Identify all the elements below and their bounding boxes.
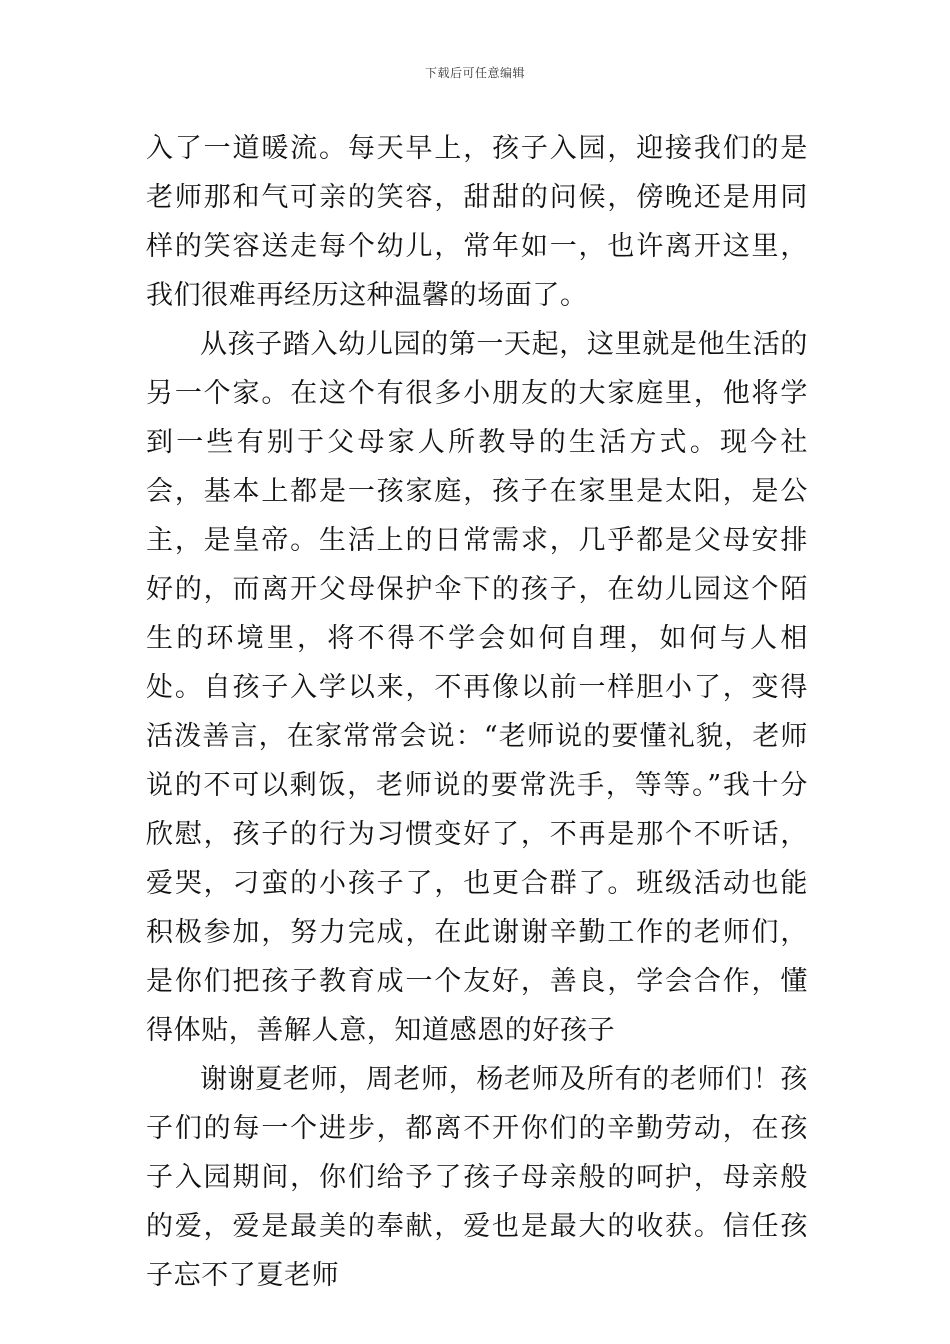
- paragraph-3: 谢谢夏老师，周老师，杨老师及所有的老师们！孩子们的每一个进步，都离不开你们的辛勤劳动，在孩子入园期间，你们给予了孩子母亲般的呵护，母亲般的爱，爱是最美的奉献，爱也是最大的收获。信任孩子忘不了夏老师: [146, 1064, 808, 1291]
- document-body: [146, 124, 808, 1300]
- paragraph-2: 从孩子踏入幼儿园的第一天起，这里就是他生活的另一个家。在这个有很多小朋友的大家庭里，他将学到一些有别于父母家人所教导的生活方式。现今社会，基本上都是一孩家庭，孩子在家里是太阳，是公主，是皇帝。生活上的日常需求，几乎都是父母安排好的，而离开父母保护伞下的孩子，在幼儿园这个陌生的环境里，将不得不学会如何自理，如何与人相处。自孩子入学以来，不再像以前一样胆小了，变得活泼善言，在家常常会说：“老师说的要懂礼貌，老师说的不可以剩饭，老师说的要常洗手，等等。”我十分欣慰，孩子的行为习惯变好了，不再是那个不听话，爱哭，刁蛮的小孩子了，也更合群了。班级活动也能积极参加，努力完成，在此谢谢辛勤工作的老师们，是你们把孩子教育成一个友好，善良，学会合作，懂得体贴，善解人意，知道感恩的好孩子: [146, 329, 808, 1046]
- paragraph-1: 入了一道暖流。每天早上，孩子入园，迎接我们的是老师那和气可亲的笑容，甜甜的问候，傍晚还是用同样的笑容送走每个幼儿，常年如一，也许离开这里，我们很难再经历这种温馨的场面了。: [146, 133, 808, 311]
- page-header: 下载后可任意编辑: [424, 66, 525, 80]
